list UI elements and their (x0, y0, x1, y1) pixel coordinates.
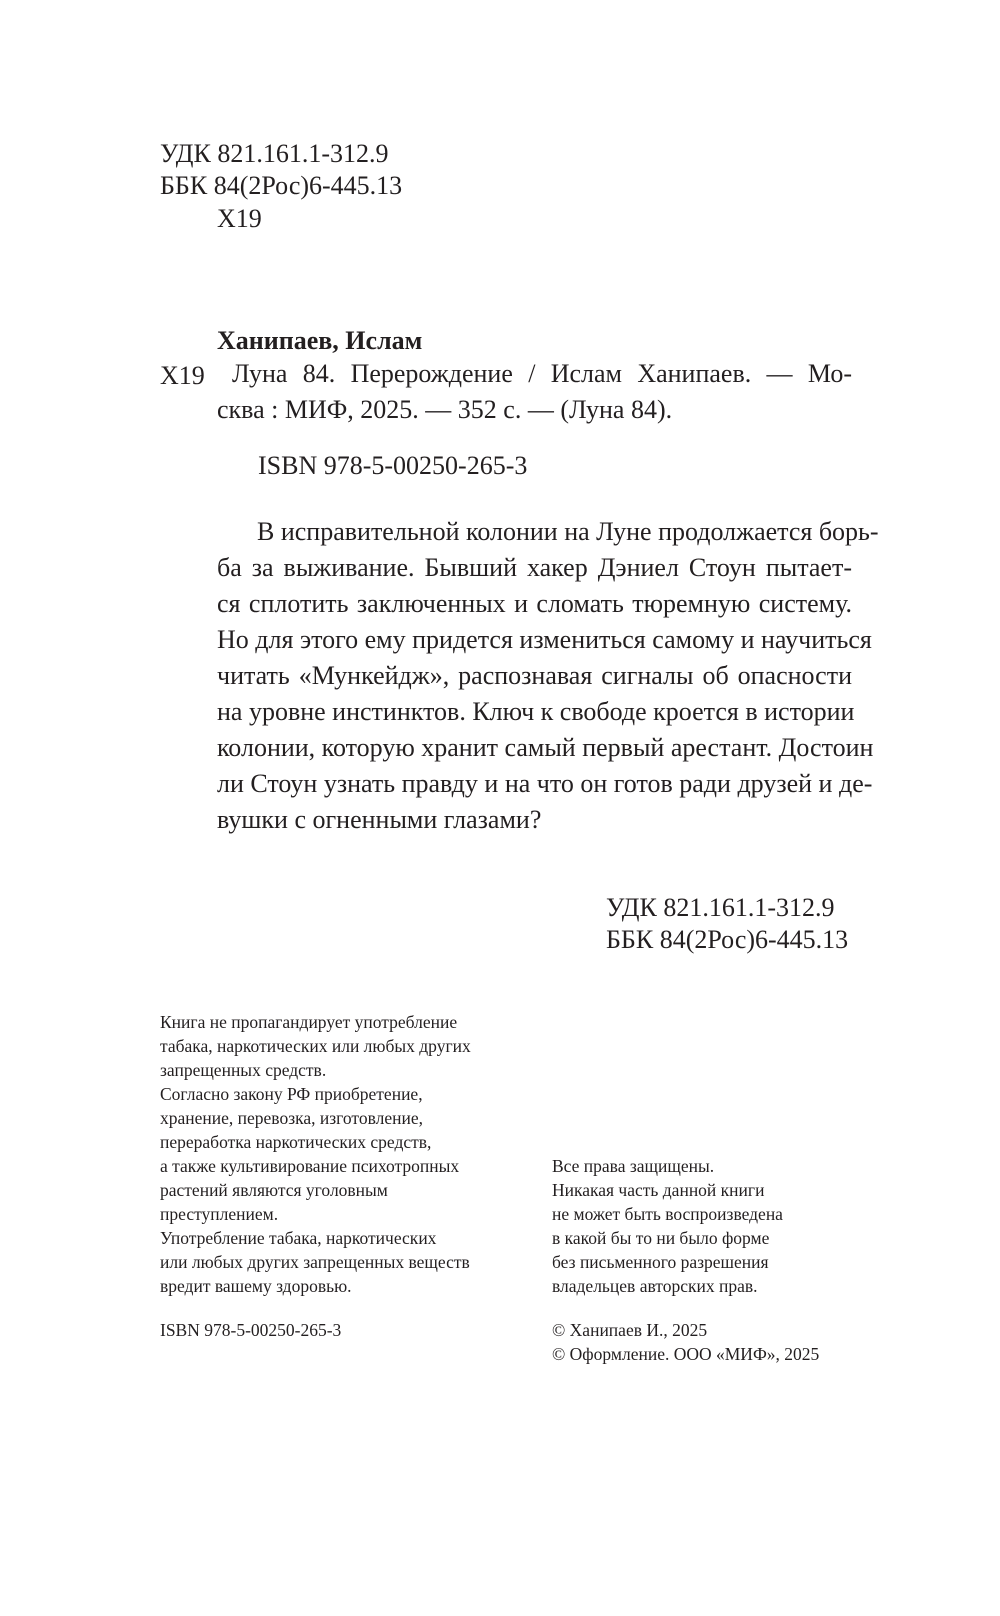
author-sign-top: Х19 (217, 204, 262, 233)
annotation-line: колонии, которую хранит самый первый арестант. Достоин (217, 733, 874, 762)
annotation-line: на уровне инстинктов. Ключ к свободе кроется в истории (217, 697, 855, 726)
annotation-line: В исправительной колонии на Луне продолжается борь- (257, 517, 879, 546)
rights-line: не может быть воспроизведена (552, 1204, 783, 1224)
warning-line: запрещенных средств. (160, 1060, 327, 1080)
warning-line: Согласно закону РФ приобретение, (160, 1084, 423, 1104)
record-line: сква : МИФ, 2025. — 352 с. — (Луна 84). (217, 395, 673, 424)
rights-line: в какой бы то ни было форме (552, 1228, 770, 1248)
warning-line: Употребление табака, наркотических (160, 1228, 437, 1248)
warning-line: Книга не пропагандирует употребление (160, 1012, 458, 1032)
udk-code: УДК 821.161.1-312.9 (160, 139, 389, 168)
warning-line: хранение, перевозка, изготовление, (160, 1108, 423, 1128)
annotation-line: ба за выживание. Бывший хакер Дэниел Стоун пытает- (217, 553, 852, 582)
annotation-line: Но для этого ему придется измениться самому и научиться (217, 625, 872, 654)
rights-line: Никакая часть данной книги (552, 1180, 765, 1200)
annotation-line: ся сплотить заключенных и сломать тюремную систему. (217, 589, 852, 618)
udk-code-bottom: УДК 821.161.1-312.9 (606, 893, 835, 922)
author-heading: Ханипаев, Ислам (217, 326, 423, 355)
annotation-line: вушки с огненными глазами? (217, 805, 542, 834)
bbk-code-bottom: ББК 84(2Рос)6-445.13 (606, 925, 849, 954)
health-warning (160, 1010, 471, 1298)
rights-line: владельцев авторских прав. (552, 1276, 758, 1296)
bbk-code: ББК 84(2Рос)6-445.13 (160, 171, 403, 200)
warning-line: растений являются уголовным (160, 1180, 388, 1200)
warning-line: вредит вашему здоровью. (160, 1276, 352, 1296)
record-description (217, 356, 852, 428)
author-sign: Х19 (160, 361, 205, 390)
warning-line: а также культивирование психотропных (160, 1156, 460, 1176)
record-isbn: ISBN 978-5-00250-265-3 (258, 451, 528, 480)
rights-line: Все права защищены. (552, 1156, 715, 1176)
record-line: Луна 84. Перерождение / Ислам Ханипаев. — Мо- (232, 359, 852, 388)
rights-notice (552, 1154, 783, 1298)
warning-line: переработка наркотических средств, (160, 1132, 432, 1152)
annotation-line: ли Стоун узнать правду и на что он готов ради друзей и де- (217, 769, 873, 798)
copyright-design: © Оформление. ООО «МИФ», 2025 (552, 1344, 820, 1364)
rights-line: без письменного разрешения (552, 1252, 769, 1272)
footer-isbn: ISBN 978-5-00250-265-3 (160, 1320, 342, 1340)
warning-line: преступлением. (160, 1204, 279, 1224)
copyright-author: © Ханипаев И., 2025 (552, 1320, 708, 1340)
warning-line: табака, наркотических или любых других (160, 1036, 471, 1056)
warning-line: или любых других запрещенных веществ (160, 1252, 470, 1272)
annotation-line: читать «Мункейдж», распознавая сигналы об опасности (217, 661, 852, 690)
annotation (217, 514, 879, 838)
